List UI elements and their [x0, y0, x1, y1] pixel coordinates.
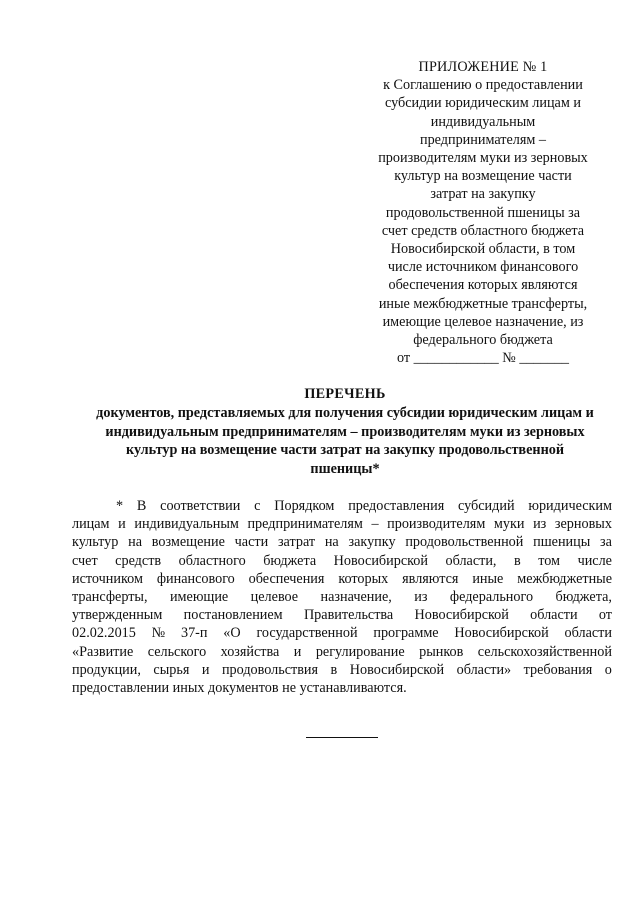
document-heading — [70, 385, 620, 478]
footnote-line — [72, 624, 612, 642]
footnote-word: возмещение — [151, 534, 225, 551]
document-subtitle-line: индивидуальным предпринимателям – производителям муки из зерновых — [105, 423, 585, 440]
footnote-word: продовольствия — [221, 661, 319, 678]
footnote-word: «О — [223, 625, 241, 642]
footnote-word: продовольственной — [405, 534, 524, 551]
footnote-word: средств — [115, 552, 162, 569]
appendix-line: продовольственной пшеницы за — [385, 204, 581, 221]
footnote-word: Новосибирской — [454, 625, 549, 642]
appendix-line: федерального бюджета — [413, 332, 553, 349]
footnote-line: предоставлении иных документов не устанавливаются. — [72, 680, 407, 697]
footnote-word: федерального — [449, 589, 534, 606]
footnote-word: на — [324, 534, 339, 551]
end-divider — [306, 737, 378, 738]
footnote-word: части — [234, 534, 269, 551]
footnote-line — [72, 515, 612, 533]
footnote-word: имеющие — [169, 589, 229, 606]
footnote-word: субсидий — [458, 498, 515, 514]
footnote-word: о — [604, 661, 612, 678]
footnote-word: Новосибирской — [414, 607, 509, 624]
footnote-word: из — [414, 589, 428, 606]
footnote-word: – — [371, 516, 379, 533]
footnote-word: бюджета, — [555, 589, 612, 606]
footnote-word: регулирование — [315, 643, 405, 660]
footnote-word: утвержденным — [72, 607, 163, 624]
appendix-line: иные межбюджетные трансферты, — [378, 295, 588, 312]
footnote-word: производителям — [387, 516, 486, 533]
footnote-word: межбюджетные — [517, 570, 612, 587]
footnote-word: счет — [72, 552, 98, 569]
footnote-word: муки — [493, 516, 525, 533]
footnote-line — [72, 533, 612, 551]
footnote-word: предпринимателям — [247, 516, 363, 533]
footnote-word: Новосибирской — [333, 552, 428, 569]
footnote-word: требования — [523, 661, 593, 678]
footnote-line — [72, 661, 612, 679]
footnote-word: 37-п — [180, 625, 208, 642]
footnote-word: от — [598, 607, 612, 624]
footnote-word: с — [254, 498, 261, 514]
footnote-word: Порядком — [274, 498, 335, 514]
appendix-line: обеспечения которых являются — [388, 277, 578, 294]
footnote-word: числе — [577, 552, 612, 569]
footnote-word: зерновых — [554, 516, 612, 533]
footnote-word: лицам — [72, 516, 110, 533]
footnote-word: Новосибирской — [349, 661, 445, 678]
appendix-date-number-line: от ____________ № _______ — [396, 350, 570, 367]
footnote-word: 02.02.2015 — [72, 625, 136, 642]
appendix-line: Новосибирской области, в том — [390, 241, 576, 258]
footnote-word: программе — [373, 625, 439, 642]
footnote-line — [72, 643, 612, 661]
appendix-line: производителям муки из зерновых — [378, 150, 588, 167]
footnote-word: иные — [472, 570, 504, 587]
footnote-word: в — [330, 661, 338, 678]
footnote-word: продукции, — [72, 661, 141, 678]
footnote-word: являются — [402, 570, 459, 587]
footnote-word: № — [151, 625, 166, 642]
footnote-word: закупку — [348, 534, 396, 551]
footnote-word: области, — [445, 552, 497, 569]
footnote-line — [72, 606, 612, 624]
footnote-word: на — [128, 534, 143, 551]
document-subtitle-line: документов, представляемых для получения субсидии юридическим лицам и — [96, 405, 594, 422]
footnote-line — [72, 552, 612, 570]
footnote-word: в — [514, 552, 521, 569]
appendix-header — [372, 58, 594, 367]
appendix-line: счет средств областного бюджета — [381, 222, 585, 239]
document-title: ПЕРЕЧЕНЬ — [304, 386, 386, 402]
footnote-paragraph — [72, 497, 612, 697]
footnote-word: трансферты, — [72, 589, 148, 606]
footnote-word: соответствии — [160, 498, 241, 514]
footnote-word: целевое — [250, 589, 299, 606]
footnote-word: области» — [456, 661, 512, 678]
footnote-word: областного — [178, 552, 246, 569]
footnote-word: области — [564, 625, 612, 642]
footnote-word: и — [118, 516, 126, 533]
footnote-word: сельского — [147, 643, 207, 660]
footnote-word: затрат — [277, 534, 316, 551]
footnote-word: культур — [72, 534, 119, 551]
footnote-word: области — [530, 607, 578, 624]
footnote-word: хозяйства — [220, 643, 280, 660]
footnote-word: том — [538, 552, 561, 569]
footnote-word: бюджета — [263, 552, 317, 569]
footnote-word: за — [600, 534, 612, 551]
appendix-line: имеющие целевое назначение, из — [382, 313, 584, 330]
footnote-line — [72, 588, 612, 606]
footnote-word: источником — [72, 570, 143, 587]
footnote-word: юридическим — [528, 498, 612, 514]
footnote-word: сельскохозяйственной — [477, 643, 612, 660]
footnote-line — [72, 570, 612, 588]
footnote-word: пшеницы — [533, 534, 591, 551]
footnote-word: финансового — [156, 570, 235, 587]
appendix-line: индивидуальным — [430, 113, 536, 130]
footnote-word: * — [116, 498, 124, 514]
footnote-word: которых — [338, 570, 389, 587]
footnote-line — [72, 497, 612, 515]
footnote-word: государственной — [256, 625, 358, 642]
footnote-word: сырья — [153, 661, 190, 678]
document-subtitle-line: пшеницы* — [310, 460, 380, 477]
appendix-title: ПРИЛОЖЕНИЕ № 1 — [418, 59, 548, 75]
footnote-word: «Развитие — [72, 643, 134, 660]
appendix-line: культур на возмещение части — [394, 168, 572, 185]
footnote-word: постановлением — [183, 607, 283, 624]
appendix-line: числе источником финансового — [387, 259, 579, 276]
footnote-word: назначение, — [320, 589, 392, 606]
appendix-line: к Соглашению о предоставлении — [383, 77, 583, 94]
footnote-word: Правительства — [303, 607, 394, 624]
footnote-word: обеспечения — [248, 570, 325, 587]
appendix-line: предпринимателям – — [419, 131, 546, 148]
footnote-word: В — [136, 498, 147, 514]
footnote-word: и — [293, 643, 302, 660]
footnote-word: из — [533, 516, 547, 533]
appendix-line: субсидии юридическим лицам и — [385, 95, 581, 112]
footnote-word: индивидуальным — [134, 516, 239, 533]
footnote-word: рынков — [419, 643, 464, 660]
appendix-line: затрат на закупку — [430, 186, 536, 203]
footnote-word: предоставления — [348, 498, 445, 514]
document-subtitle-line: культур на возмещение части затрат на закупку продовольственной — [125, 442, 565, 459]
footnote-word: и — [201, 661, 210, 678]
